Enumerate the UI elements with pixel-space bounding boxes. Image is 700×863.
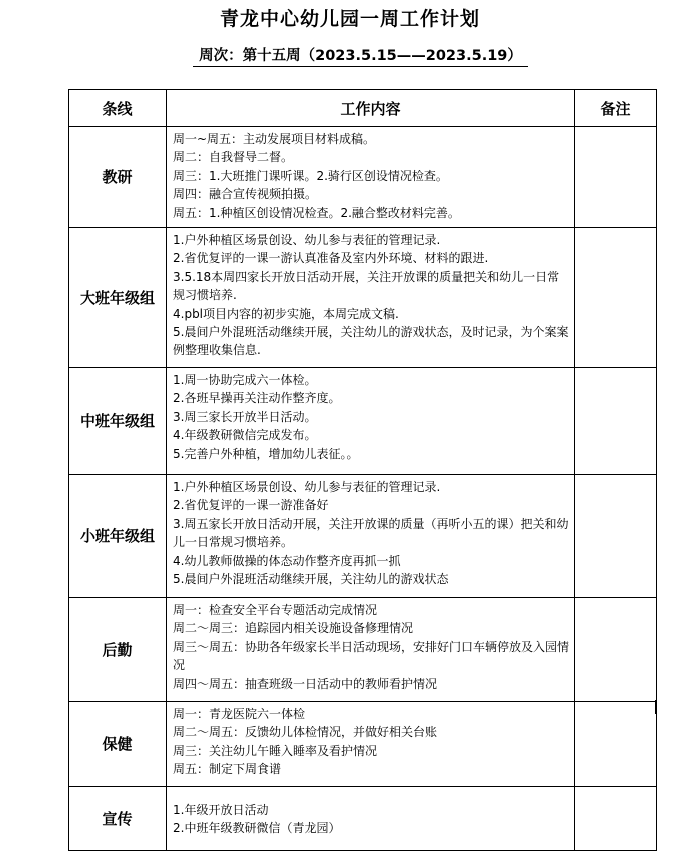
content-line: 1.户外种植区场景创设、幼儿参与表征的管理记录. [173,233,441,247]
content-line: 周五：制定下周食谱 [173,762,282,777]
week-info: 周次：第十五周（2023.5.15——2023.5.19） [193,44,528,67]
row-content [167,787,575,851]
content-line: 4.pbl项目内容的初步实施，本周完成文稿. [173,306,399,321]
content-line: 周四～周五：抽查班级一日活动中的教师看护情况 [173,676,438,691]
content-line: 2.中班年级教研微信（青龙园） [173,821,341,835]
content-line: 周二：自我督导二督。 [173,150,294,165]
content-line: 周四：融合宣传视频拍摄。 [173,187,318,202]
column-header-category: 条线 [69,90,167,127]
content-line: 周一：青龙医院六一体检 [173,707,306,721]
table-row [69,228,657,368]
row-note [575,475,657,598]
row-category: 大班年级组 [69,228,167,368]
table-row [69,475,657,598]
content-line: 周一：检查安全平台专题活动完成情况 [173,603,378,617]
content-line: 2.省优复评的一课一游认真准备及室内外环境、材料的跟进. [173,251,489,266]
content-line: 4.幼儿教师做操的体态动作整齐度再抓一抓 [173,553,401,568]
row-note [575,598,657,702]
page-title: 青龙中心幼儿园一周工作计划 [219,8,480,30]
row-note [575,368,657,475]
row-content [167,368,575,475]
content-line: 5.完善户外种植，增加幼儿表征。。 [173,446,359,461]
content-line: 5.晨间户外混班活动继续开展，关注幼儿的游戏状态 [173,572,449,587]
content-line: 5.晨间户外混班活动继续开展，关注幼儿的游戏状态，及时记录，为个案案例整理收集信息. [173,325,569,358]
row-content [167,702,575,787]
table-header-row [69,90,657,127]
content-line: 周三：关注幼儿午睡入睡率及看护情况 [173,743,378,758]
content-line: 2.省优复评的一课一游准备好 [173,498,329,513]
row-category: 中班年级组 [69,368,167,475]
content-line: 周二～周五：反馈幼儿体检情况，并做好相关台账 [173,725,438,740]
row-category: 小班年级组 [69,475,167,598]
work-plan-table [68,89,657,851]
row-category: 宣传 [69,787,167,851]
row-content [167,228,575,368]
content-line: 周五：1.种植区创设情况检查。2.融合整改材料完善。 [173,205,460,220]
text-cursor-marker [655,700,657,714]
column-header-note: 备注 [575,90,657,127]
row-content [167,127,575,228]
column-header-content: 工作内容 [167,90,575,127]
row-note [575,787,657,851]
row-note [575,702,657,787]
table-row [69,368,657,475]
content-line: 2.各班早操再关注动作整齐度。 [173,391,341,406]
table-row [69,127,657,228]
content-line: 周二～周三：追踪园内相关设施设备修理情况 [173,621,414,636]
table-row [69,598,657,702]
row-note [575,228,657,368]
row-content [167,598,575,702]
content-line: 1.年级开放日活动 [173,802,269,817]
row-content [167,475,575,598]
content-line: 周一~周五：主动发展项目材料成稿。 [173,132,376,146]
content-line: 3.周三家长开放半日活动。 [173,409,317,424]
content-line: 周三～周五：协助各年级家长半日活动现场，安排好门口车辆停放及入园情况 [173,639,570,673]
content-line: 1.周一协助完成六一体检。 [173,373,317,387]
content-line: 3.周五家长开放日活动开展，关注开放课的质量（再听小五的课）把关和幼儿一日常规习惯培养。 [173,516,569,550]
content-line: 1.户外种植区场景创设、幼儿参与表征的管理记录. [173,480,441,494]
table-row [69,702,657,787]
content-line: 3.5.18本周四家长开放日活动开展，关注开放课的质量把关和幼儿一日常规习惯培养. [173,269,560,303]
content-line: 4.年级教研微信完成发布。 [173,428,317,443]
row-category: 教研 [69,127,167,228]
table-row [69,787,657,851]
row-note [575,127,657,228]
row-category: 后勤 [69,598,167,702]
content-line: 周三：1.大班推门课听课。2.骑行区创设情况检查。 [173,168,448,183]
row-category: 保健 [69,702,167,787]
